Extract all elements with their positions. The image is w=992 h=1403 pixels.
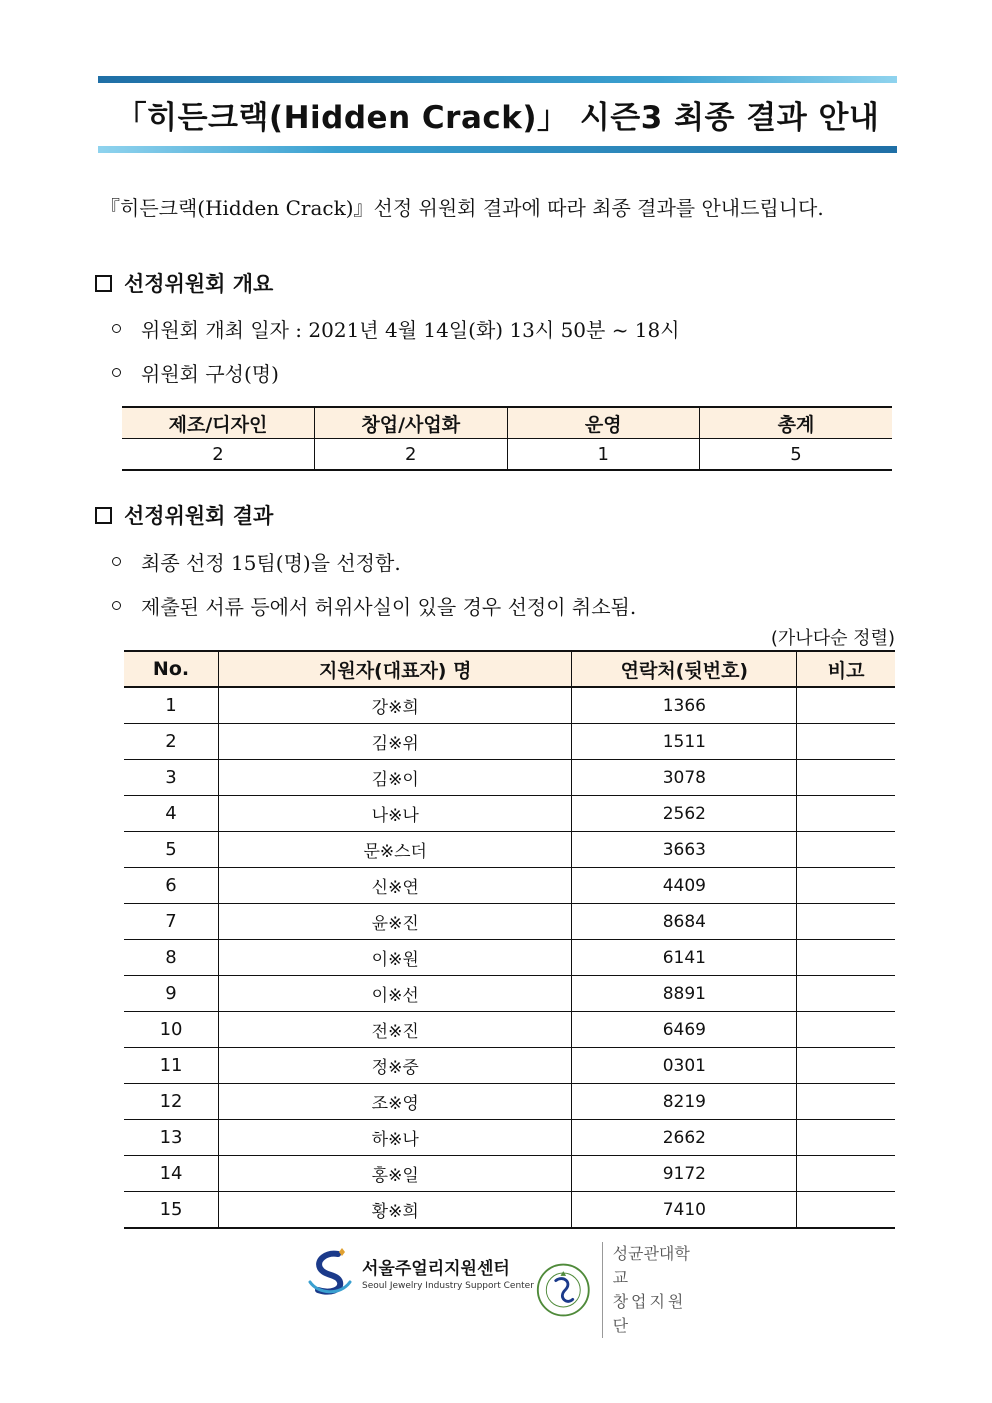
cell-note [797, 687, 895, 724]
cell-contact: 1511 [572, 724, 797, 760]
sort-note: (가나다순 정렬) [770, 628, 895, 649]
cell-note [797, 796, 895, 832]
committee-composition-table [122, 406, 892, 471]
section-result-title: 선정위원회 결과 [124, 503, 274, 528]
table-row [124, 1084, 895, 1120]
cell-note [797, 832, 895, 868]
table-row [124, 687, 895, 724]
header-cell-no: No. [124, 651, 219, 687]
overview-bullet-composition [112, 358, 279, 387]
cell-name: 신※연 [219, 868, 572, 904]
header-cell-contact: 연락처(뒷번호) [572, 651, 797, 687]
cell-name: 홍※일 [219, 1156, 572, 1192]
cell-note [797, 1048, 895, 1084]
table-row [124, 1156, 895, 1192]
cell-contact: 1366 [572, 687, 797, 724]
cell-contact: 0301 [572, 1048, 797, 1084]
cell-name: 이※원 [219, 940, 572, 976]
skku-name: 성균관대학교 [612, 1244, 690, 1287]
cell-name: 전※진 [219, 1012, 572, 1048]
cell-note [797, 1084, 895, 1120]
cell-no: 15 [124, 1192, 219, 1229]
section-overview-title: 선정위원회 개요 [124, 271, 274, 296]
cell-name: 김※이 [219, 760, 572, 796]
seoul-jewelry-logo [304, 1246, 534, 1298]
table-cell: 5 [700, 439, 893, 471]
page-title: 「히든크랙(Hidden Crack)」 시즌3 최종 결과 안내 [115, 100, 880, 136]
cell-note [797, 1012, 895, 1048]
footer-logos [300, 1240, 700, 1335]
overview-bullet-date-text: 위원회 개최 일자 : 2021년 4월 14일(화) 13시 50분 ~ 18시 [141, 318, 680, 342]
cell-note [797, 976, 895, 1012]
table-row [124, 1012, 895, 1048]
cell-name: 문※스더 [219, 832, 572, 868]
cell-no: 12 [124, 1084, 219, 1120]
cell-note [797, 1192, 895, 1229]
cell-contact: 2662 [572, 1120, 797, 1156]
cell-contact: 2562 [572, 796, 797, 832]
cell-no: 8 [124, 940, 219, 976]
seoul-jewelry-mark-icon [304, 1246, 356, 1298]
cell-contact: 6141 [572, 940, 797, 976]
cell-name: 나※나 [219, 796, 572, 832]
seoul-jewelry-name-en: Seoul Jewelry Industry Support Center [362, 1280, 534, 1291]
result-bullet-cancel [112, 591, 636, 620]
cell-name: 정※중 [219, 1048, 572, 1084]
cell-note [797, 724, 895, 760]
cell-no: 9 [124, 976, 219, 1012]
skku-startup-logo [535, 1242, 700, 1338]
table-row [124, 1120, 895, 1156]
result-bullet-selected-text: 최종 선정 15팀(명)을 선정함. [141, 551, 401, 575]
cell-contact: 8684 [572, 904, 797, 940]
circle-bullet-icon [112, 324, 121, 333]
selection-result-table [124, 650, 895, 1229]
circle-bullet-icon [112, 368, 121, 377]
table-cell: 1 [507, 439, 700, 471]
title-bar-top [98, 76, 897, 83]
table-row [124, 904, 895, 940]
cell-contact: 6469 [572, 1012, 797, 1048]
cell-name: 황※희 [219, 1192, 572, 1229]
cell-note [797, 1120, 895, 1156]
table-cell: 2 [122, 439, 315, 471]
intro-text: 『히든크랙(Hidden Crack)』선정 위원회 결과에 따라 최종 결과를 안내드립니다. [100, 196, 824, 220]
table-header-row [122, 407, 892, 439]
table-row [124, 724, 895, 760]
cell-contact: 3663 [572, 832, 797, 868]
table-row [124, 1048, 895, 1084]
cell-contact: 8891 [572, 976, 797, 1012]
cell-note [797, 868, 895, 904]
cell-no: 7 [124, 904, 219, 940]
cell-name: 윤※진 [219, 904, 572, 940]
table-row [124, 868, 895, 904]
title-bar-bottom [98, 146, 897, 153]
cell-no: 6 [124, 868, 219, 904]
table-row [124, 832, 895, 868]
skku-seal-icon [535, 1260, 592, 1320]
cell-name: 강※희 [219, 687, 572, 724]
cell-no: 5 [124, 832, 219, 868]
table-row [124, 1192, 895, 1229]
overview-bullet-composition-text: 위원회 구성(명) [141, 362, 279, 386]
cell-contact: 9172 [572, 1156, 797, 1192]
table-row [124, 760, 895, 796]
seoul-jewelry-name-ko: 서울주얼리지원센터 [362, 1258, 510, 1279]
header-cell-name: 지원자(대표자) 명 [219, 651, 572, 687]
cell-name: 하※나 [219, 1120, 572, 1156]
table-cell: 2 [315, 439, 508, 471]
cell-contact: 3078 [572, 760, 797, 796]
table-row [122, 439, 892, 471]
overview-bullet-date [112, 314, 680, 343]
section-overview-heading [95, 268, 273, 298]
square-bullet-icon [95, 275, 112, 292]
result-bullet-cancel-text: 제출된 서류 등에서 허위사실이 있을 경우 선정이 취소됨. [141, 595, 637, 619]
cell-no: 14 [124, 1156, 219, 1192]
table-row [124, 796, 895, 832]
header-cell: 운영 [507, 407, 700, 439]
cell-note [797, 940, 895, 976]
cell-no: 13 [124, 1120, 219, 1156]
circle-bullet-icon [112, 557, 121, 566]
circle-bullet-icon [112, 601, 121, 610]
cell-name: 조※영 [219, 1084, 572, 1120]
cell-no: 11 [124, 1048, 219, 1084]
header-cell: 총계 [700, 407, 893, 439]
table-header-row [124, 651, 895, 687]
header-cell: 창업/사업화 [315, 407, 508, 439]
cell-name: 이※선 [219, 976, 572, 1012]
cell-name: 김※위 [219, 724, 572, 760]
square-bullet-icon [95, 507, 112, 524]
cell-contact: 8219 [572, 1084, 797, 1120]
cell-no: 10 [124, 1012, 219, 1048]
result-bullet-selected [112, 547, 401, 576]
cell-no: 4 [124, 796, 219, 832]
skku-startup-name: 창업지원단 [612, 1292, 687, 1335]
header-cell-note: 비고 [797, 651, 895, 687]
cell-no: 1 [124, 687, 219, 724]
cell-no: 3 [124, 760, 219, 796]
cell-note [797, 904, 895, 940]
cell-contact: 4409 [572, 868, 797, 904]
table-row [124, 976, 895, 1012]
section-result-heading [95, 500, 273, 530]
cell-no: 2 [124, 724, 219, 760]
cell-contact: 7410 [572, 1192, 797, 1229]
table-row [124, 940, 895, 976]
cell-note [797, 1156, 895, 1192]
cell-note [797, 760, 895, 796]
header-cell: 제조/디자인 [122, 407, 315, 439]
